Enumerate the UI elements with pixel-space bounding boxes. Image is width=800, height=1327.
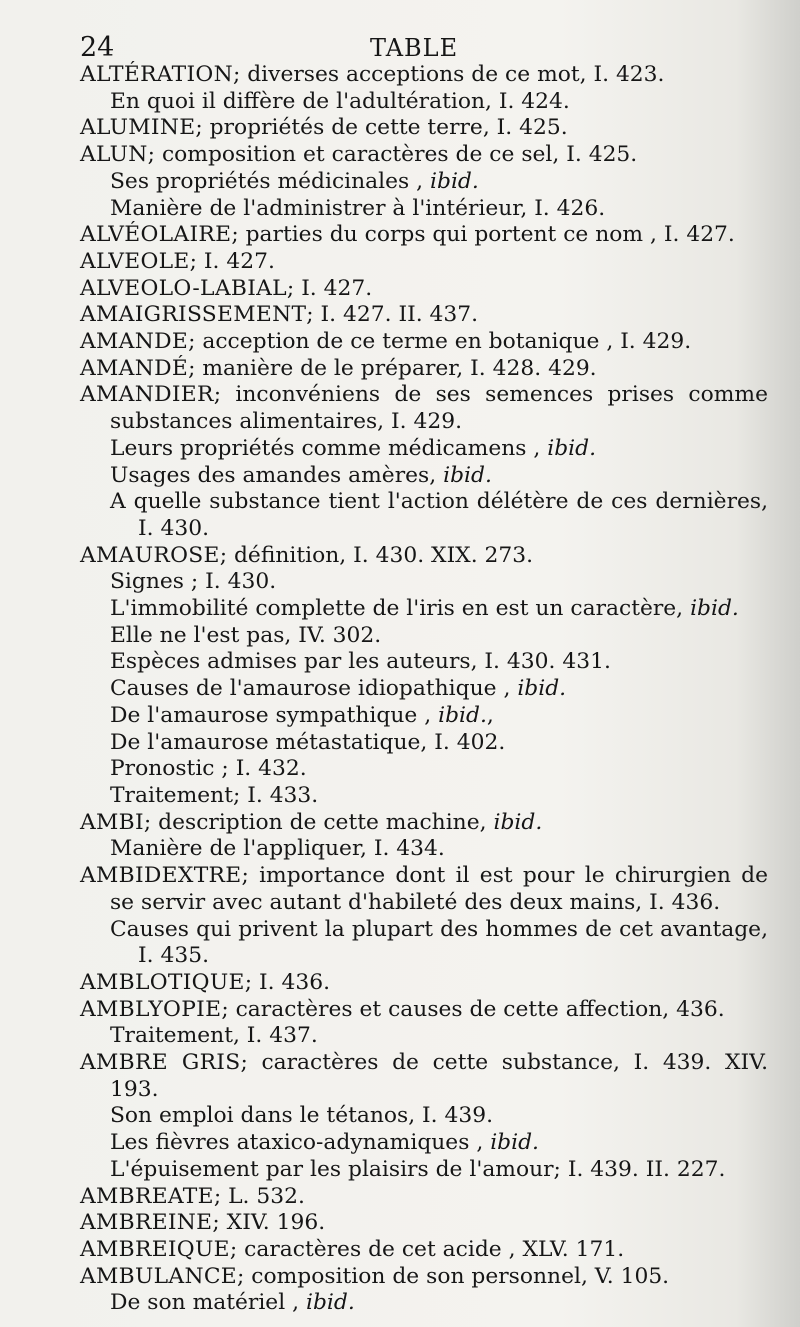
index-subentry: [80, 1103, 768, 1130]
entry-text: ; caractères et causes de cette affection, 436.: [221, 996, 725, 1022]
entry-text: ; importance dont il est pour le chirurgien de se servir avec autant d'habileté des deux mains, I. 436.: [110, 863, 768, 915]
entry-ibid: ibid.: [490, 1130, 539, 1156]
entry-text: Espèces admises par les auteurs, I. 430. 431.: [110, 649, 611, 675]
entry-headword: ALTÉRATION: [80, 62, 233, 87]
index-entry: [80, 810, 768, 837]
entry-headword: ALVEOLO-LABIAL: [80, 275, 287, 301]
index-subentry: [80, 917, 768, 970]
index-entry: [80, 997, 768, 1024]
entry-text: ; I. 427.: [286, 275, 373, 301]
index-entry: [80, 970, 768, 997]
index-entry: [80, 1264, 768, 1291]
entry-text: ; inconvéniens de ses semences prises comme substances alimentaires, I. 429.: [110, 382, 768, 435]
entry-text: ; diverses acceptions de ce mot, I. 423.: [232, 62, 665, 87]
entry-ibid: ibid.: [438, 702, 487, 728]
entry-text: De l'amaurose métastatique, I. 402.: [110, 729, 506, 755]
entry-text: L'épuisement par les plaisirs de l'amour; I. 439. II. 227.: [110, 1156, 726, 1182]
entry-headword: AMAIGRISSEMENT: [80, 302, 307, 328]
index-subentry: [80, 730, 768, 757]
index-entries: [80, 62, 768, 1317]
entry-text: ; définition, I. 430. XIX. 273.: [219, 542, 534, 568]
entry-headword: AMAUROSE: [80, 542, 220, 568]
entry-text: ; acception de ce terme en botanique , I. 429.: [188, 329, 692, 355]
entry-headword: ALUMINE: [80, 115, 196, 141]
entry-headword: ALVEOLE: [80, 248, 190, 274]
index-subentry: [80, 569, 768, 596]
entry-text: ; parties du corps qui portent ce nom , I. 427.: [231, 222, 735, 248]
index-entry: [80, 115, 768, 142]
index-subentry: [80, 1023, 768, 1050]
entry-headword: AMANDÉ: [80, 355, 189, 381]
entry-headword: AMBRE GRIS: [80, 1050, 241, 1076]
entry-text: Traitement; I. 433.: [110, 782, 319, 808]
index-entry: [80, 222, 768, 249]
index-entry: [80, 1210, 768, 1237]
index-entry: [80, 1050, 768, 1103]
entry-text: ; I. 436.: [244, 969, 331, 995]
index-subentry: [80, 89, 768, 116]
index-subentry: [80, 703, 768, 730]
index-subentry: [80, 1157, 768, 1184]
entry-text: Elle ne l'est pas, IV. 302.: [110, 622, 382, 648]
entry-text: Causes de l'amaurose idiopathique ,: [110, 676, 511, 702]
running-title: TABLE: [370, 34, 459, 62]
entry-text: ; XIV. 196.: [212, 1210, 326, 1236]
entry-text: ; propriétés de cette terre, I. 425.: [195, 115, 568, 141]
index-entry: [80, 543, 768, 570]
index-entry: [80, 276, 768, 303]
entry-ibid: ibid.: [430, 168, 479, 194]
entry-text: Causes qui privent la plupart des hommes de cet avantage, I. 435.: [110, 916, 768, 969]
entry-headword: AMBULANCE: [80, 1263, 238, 1289]
entry-trailing: ,: [486, 702, 494, 728]
index-entry: [80, 249, 768, 276]
entry-text: En quoi il diffère de l'adultération, I. 424.: [110, 88, 570, 114]
index-entry: [80, 62, 768, 89]
index-subentry: [80, 436, 768, 463]
entry-text: De son matériel ,: [110, 1290, 300, 1316]
index-subentry: [80, 836, 768, 863]
entry-text: ; description de cette machine,: [143, 809, 487, 835]
index-subentry: [80, 596, 768, 623]
entry-headword: AMBI: [80, 809, 144, 835]
index-entry: [80, 1184, 768, 1211]
entry-text: A quelle substance tient l'action délétère de ces dernières, I. 430.: [110, 489, 768, 541]
index-subentry: [80, 463, 768, 490]
entry-text: Manière de l'appliquer, I. 434.: [110, 836, 445, 862]
page-number: 24: [80, 32, 115, 63]
index-subentry: [80, 623, 768, 650]
entry-headword: ALVÉOLAIRE: [80, 222, 232, 248]
index-entry: [80, 382, 768, 435]
entry-headword: AMBREATE: [80, 1183, 214, 1209]
index-subentry: [80, 489, 768, 542]
index-entry: [80, 142, 768, 169]
entry-text: Ses propriétés médicinales ,: [110, 168, 424, 194]
index-subentry: [80, 783, 768, 810]
entry-ibid: ibid.: [305, 1290, 355, 1316]
entry-ibid: ibid.: [493, 809, 543, 835]
index-subentry: [80, 196, 768, 223]
entry-text: Leurs propriétés comme médicamens ,: [110, 435, 541, 461]
entry-text: ; I. 427.: [189, 248, 275, 274]
entry-ibid: ibid.: [547, 435, 597, 461]
index-subentry: [80, 1290, 768, 1317]
entry-headword: AMBLYOPIE: [80, 996, 222, 1022]
entry-ibid: ibid.: [443, 462, 492, 488]
index-subentry: [80, 169, 768, 196]
entry-text: Signes ; I. 430.: [110, 569, 277, 595]
entry-text: ; composition de son personnel, V. 105.: [237, 1263, 670, 1289]
index-subentry: [80, 676, 768, 703]
entry-text: ; caractères de cette substance, I. 439. XIV. 193.: [110, 1050, 768, 1102]
index-entry: [80, 329, 768, 356]
entry-text: Son emploi dans le tétanos, I. 439.: [110, 1103, 494, 1129]
entry-ibid: ibid.: [690, 596, 739, 622]
entry-headword: AMBREINE: [80, 1210, 213, 1236]
entry-text: De l'amaurose sympathique ,: [110, 702, 432, 728]
entry-text: Pronostic ; I. 432.: [110, 756, 307, 782]
index-entry: [80, 1237, 768, 1264]
entry-text: ; I. 427. II. 437.: [306, 302, 479, 328]
entry-text: ; composition et caractères de ce sel, I. 425.: [147, 142, 638, 168]
entry-headword: AMANDIER: [80, 382, 214, 408]
entry-text: ; caractères de cet acide , XLV. 171.: [229, 1236, 625, 1262]
entry-headword: AMBIDEXTRE: [80, 863, 242, 889]
entry-text: Usages des amandes amères,: [110, 462, 437, 488]
entry-headword: AMBREIQUE: [80, 1236, 230, 1262]
index-subentry: [80, 1130, 768, 1157]
entry-headword: AMBLOTIQUE: [80, 969, 245, 995]
entry-text: ; manière de le préparer, I. 428. 429.: [188, 355, 597, 381]
index-subentry: [80, 756, 768, 783]
index-entry: [80, 356, 768, 383]
entry-text: ; L. 532.: [213, 1183, 305, 1209]
entry-text: Les fièvres ataxico-adynamiques ,: [110, 1130, 484, 1156]
entry-text: Manière de l'administrer à l'intérieur, I. 426.: [110, 195, 606, 221]
entry-text: Traitement, I. 437.: [110, 1023, 318, 1049]
index-entry: [80, 863, 768, 916]
entry-ibid: ibid.: [517, 676, 567, 702]
index-subentry: [80, 649, 768, 676]
entry-text: L'immobilité complette de l'iris en est un caractère,: [110, 596, 684, 622]
entry-headword: ALUN: [80, 142, 148, 168]
index-entry: [80, 302, 768, 329]
entry-headword: AMANDE: [80, 329, 189, 355]
